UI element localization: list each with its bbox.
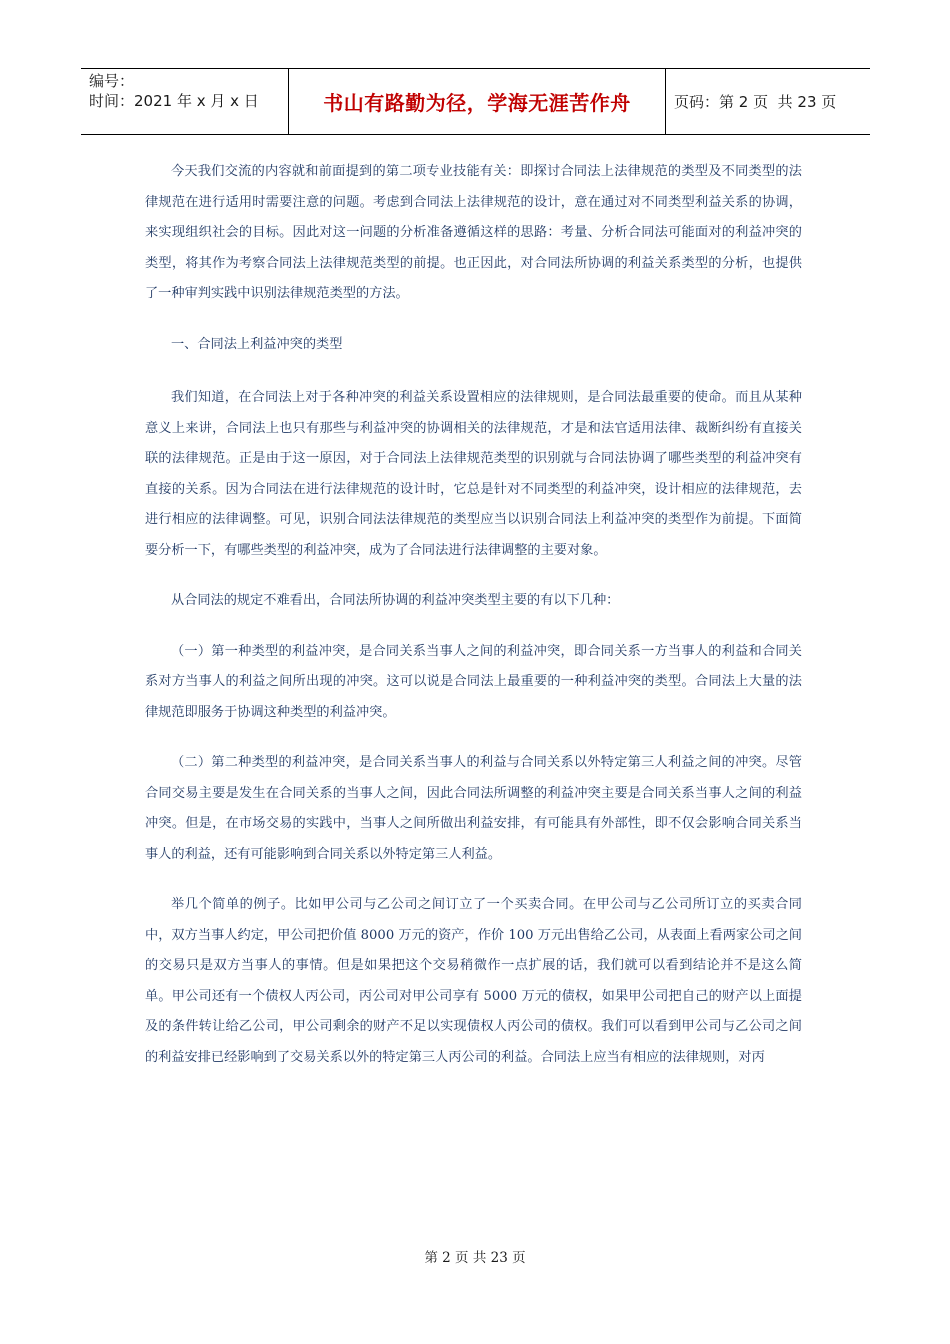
footer-total-pages: 23 bbox=[490, 1250, 508, 1266]
footer-suffix: 页 bbox=[507, 1250, 526, 1266]
page-info-current: 2 bbox=[738, 93, 749, 111]
paragraph: 我们知道，在合同法上对于各种冲突的利益关系设置相应的法律规则，是合同法最重要的使命。而且从某种意义上来讲，合同法上也只有那些与利益冲突的协调相关的法律规范，才是和法官适用法律、裁断纠纷有直接关联的法律规范。正是由于这一原因，对于合同法上法律规范类型的识别就与合同法协调了哪些类型的利益冲突有直接的关系。因为合同法在进行法律规范的设计时，它总是针对不同类型的利益冲突，设计相应的法律规范，去进行相应的法律调整。可见，识别合同法法律规范的类型应当以识别合同法上利益冲突的类型作为前提。下面简要分析一下，有哪些类型的利益冲突，成为了合同法进行法律调整的主要对象。 bbox=[145, 390, 802, 558]
paragraph: （二）第二种类型的利益冲突，是合同关系当事人的利益与合同关系以外特定第三人利益之间的冲突。尽管合同交易主要是发生在合同关系的当事人之间，因此合同法所调整的利益冲突主要是合同关系当事人之间的利益冲突。但是，在市场交易的实践中，当事人之间所做出利益安排，有可能具有外部性，即不仅会影响合同关系当事人的利益，还有可能影响到合同关系以外特定第三人利益。 bbox=[145, 755, 802, 862]
footer-current-page: 2 bbox=[442, 1250, 451, 1266]
paragraph: （一）第一种类型的利益冲突，是合同关系当事人之间的利益冲突，即合同关系一方当事人的利益和合同关系对方当事人的利益之间所出现的冲突。这可以说是合同法上最重要的一种利益冲突的类型。合同法上大量的法律规范即服务于协调这种类型的利益冲突。 bbox=[145, 643, 802, 720]
document-header bbox=[81, 68, 870, 135]
page-info-prefix: 页码：第 bbox=[674, 93, 739, 111]
footer-mid: 页 共 bbox=[450, 1250, 491, 1266]
page-info-mid: 页 共 bbox=[748, 93, 798, 111]
document-number-label: 编号： bbox=[89, 72, 135, 90]
document-time-label: 时间：2021 年 x 月 x 日 bbox=[89, 92, 259, 110]
page-info-total: 23 bbox=[797, 93, 817, 111]
paragraph-intro: 今天我们交流的内容就和前面提到的第二项专业技能有关：即探讨合同法上法律规范的类型及不同类型的法律规范在进行适用时需要注意的问题。考虑到合同法上法律规范的设计，意在通过对不同类型利益关系的协调，来实现组织社会的目标。因此对这一问题的分析准备遵循这样的思路：考量、分析合同法可能面对的利益冲突的类型，将其作为考察合同法上法律规范类型的前提。也正因此，对合同法所协调的利益关系类型的分析，也提供了一种审判实践中识别法律规范类型的方法。 bbox=[145, 164, 802, 301]
header-motto: 书山有路勤为径，学海无涯苦作舟 bbox=[289, 69, 666, 135]
header-page-info bbox=[666, 69, 871, 135]
header-meta bbox=[81, 69, 289, 135]
page-footer bbox=[0, 1246, 950, 1266]
footer-prefix: 第 bbox=[424, 1250, 443, 1266]
document-body bbox=[145, 157, 802, 1093]
paragraph: 举几个简单的例子。比如甲公司与乙公司之间订立了一个买卖合同。在甲公司与乙公司所订立的买卖合同中，双方当事人约定，甲公司把价值 8000 万元的资产，作价 100 万元出售给乙公司，从表面上看两家公司之间的交易只是双方当事人的事情。但是如果把这个交易稍微作一点扩展的话，我们就可以看到结论并不是这么简单。甲公司还有一个债权人丙公司，丙公司对甲公司享有 5000 万元的债权，如果甲公司把自己的财产以上面提及的条件转让给乙公司，甲公司剩余的财产不足以实现债权人丙公司的债权。我们可以看到甲公司与乙公司之间的利益安排已经影响到了交易关系以外的特定第三人丙公司的利益。合同法上应当有相应的法律规则，对丙 bbox=[145, 897, 802, 1065]
section-heading: 一、合同法上利益冲突的类型 bbox=[171, 336, 343, 352]
paragraph: 从合同法的规定不难看出，合同法所协调的利益冲突类型主要的有以下几种： bbox=[171, 593, 620, 608]
page-info-suffix: 页 bbox=[816, 93, 837, 111]
